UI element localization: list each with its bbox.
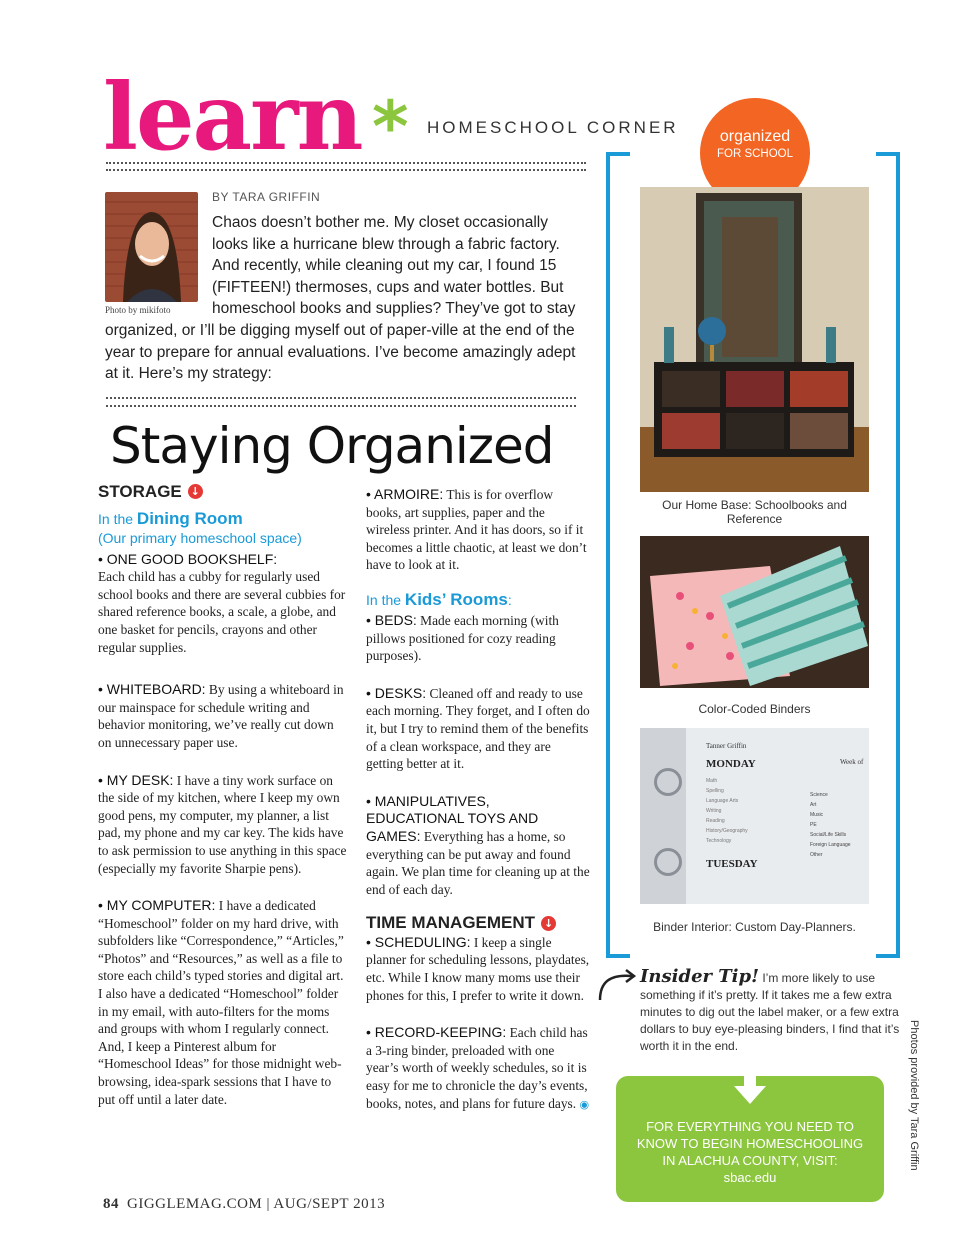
- column-right: [366, 486, 590, 1113]
- storage-heading: STORAGE ↓: [98, 483, 348, 501]
- list-item: • MANIPULATIVES, EDUCATIONAL TOYS AND GAMES: Everything has a home, so everything can be put away and found again. We plan time for cleaning up at the end of each day.: [366, 792, 590, 897]
- list-item: • BEDS: Made each morning (with pillows positioned for cozy reading purposes).: [366, 611, 559, 664]
- section-label: HOMESCHOOL CORNER: [427, 118, 679, 137]
- end-mark-icon: ◉: [579, 1097, 590, 1111]
- room-heading: In the Dining Room: [98, 508, 243, 528]
- room-heading: In the Kids’ Rooms:: [366, 589, 512, 609]
- section-title-learn: learn: [103, 63, 362, 171]
- list-item: • ONE GOOD BOOKSHELF: Each child has a cubby for regularly used school books and there are several cubbies for shared reference books, a scale, a globe, and one basket for pencils, crayons and other regular supplies.: [98, 550, 346, 655]
- page-footer: [103, 1196, 385, 1213]
- footer-text: GIGGLEMAG.COM | AUG/SEPT 2013: [127, 1196, 386, 1212]
- photo-caption: Our Home Base: Schoolbooks and Reference: [662, 498, 847, 526]
- column-left: [98, 483, 348, 1108]
- divider: [106, 169, 586, 171]
- photo-caption: Binder Interior: Custom Day-Planners.: [653, 920, 856, 934]
- arrow-down-icon: [730, 1070, 770, 1106]
- binder-interior-photo: Tanner Griffin Week of MONDAY TUESDAY Math Spelling Language Arts Writing Reading History/Geography Technology Science Art Music PE Social/Life Skills Foreign Language Other: [640, 728, 869, 904]
- photo-caption: Color-Coded Binders: [698, 702, 811, 716]
- photo-credit: Photo by mikifoto: [105, 305, 171, 315]
- time-management-heading: TIME MANAGEMENT ↓: [366, 914, 590, 932]
- callout-text: FOR EVERYTHING YOU NEED TO KNOW TO BEGIN HOMESCHOOLING IN ALACHUA COUNTY, VISIT:: [636, 1119, 864, 1168]
- room-note: (Our primary homeschool space): [98, 529, 302, 546]
- asterisk-icon: *: [372, 86, 409, 168]
- organized-badge: organized FOR SCHOOL: [700, 98, 810, 208]
- photos-credit: Photos provided by Tara Griffin: [908, 1020, 920, 1171]
- divider: [106, 397, 576, 399]
- callout-url[interactable]: sbac.edu: [723, 1170, 777, 1185]
- tip-title: Insider Tip!: [640, 966, 759, 987]
- tip-text: I’m more likely to use something if it’s pretty. If it takes me a few extra minutes to dig out the label maker, or a few extra dollars to buy eye-pleasing binders, I find that it’s worth it in the end.: [640, 971, 900, 1053]
- list-item: • SCHEDULING: I keep a single planner for scheduling lessons, playdates, etc. While I know many moms use their phones for this, I prefer to write it down.: [366, 933, 590, 1003]
- intro-paragraph: [105, 212, 580, 385]
- divider: [106, 405, 576, 407]
- bookshelf-photo: [640, 187, 869, 492]
- insider-tip: [600, 968, 900, 1055]
- list-item: • MY DESK: I have a tiny work surface on the side of my kitchen, where I keep my own good pens, my computer, my planner, a list pad, my phone and my car key. The kids have to ask permission to use anything in this space (especially my favorite Sharpie pens).: [98, 771, 347, 876]
- sidebar-bracket-right: [876, 152, 900, 958]
- list-item: • MY COMPUTER: I have a dedicated “Homeschool” folder on my hard drive, with subfolders like “Correspondence,” “Articles,” “Photos” and “Resources,” as well as a file to store each child’s typed stories and digital art. I also have a dedicated “Homeschool” folder in my email, with auto-filters for the moms and groups with whom I regularly connect. And, I keep a Pinterest album for “Homeschool Ideas” for those midnight web-browsing, idea-spark sessions that I have to put off until a later date.: [98, 897, 344, 1107]
- arrow-down-icon: ↓: [188, 484, 203, 499]
- article-title: Staying Organized: [110, 417, 554, 475]
- divider: [106, 162, 586, 164]
- list-item: • ARMOIRE: This is for overflow books, art supplies, paper and the wireless printer. And it has doors, so if it becomes a little chaotic, at least we don’t have to look at it.: [366, 486, 587, 573]
- intro-text: Chaos doesn’t bother me. My closet occasionally looks like a hurricane blew through a fabric factory. And recently, while cleaning out my car, I found 15 (FIFTEEN!) thermoses, cups and water bottles. But homeschool books and supplies? They’ve got to stay organized, or I’ll be digging myself out of paper-ville at the end of the year to prepare for annual evaluations. I’ve become amazingly adept at it. Here’s my strategy:: [105, 214, 576, 383]
- sidebar-bracket-left: [606, 152, 630, 958]
- page-number: 84: [103, 1196, 119, 1212]
- list-item: • DESKS: Cleaned off and ready to use each morning. They forget, and I often do it, but I try to remind them of the benefits of a clean workspace, and they are getting better at it.: [366, 684, 590, 772]
- list-item: • WHITEBOARD: By using a whiteboard in our mainspace for schedule writing and behavior monitoring, we’ve really cut down on unnecessary paper use.: [98, 681, 344, 750]
- arrow-down-icon: ↓: [541, 916, 556, 931]
- list-item: • RECORD-KEEPING: Each child has a 3-ring binder, preloaded with one year’s worth of weekly schedules, so it is easy for me to chronicle the day’s events, books, notes, and plans for future days. ◉: [366, 1024, 590, 1111]
- resource-callout: [616, 1076, 884, 1202]
- binders-photo: [640, 536, 869, 688]
- byline: BY TARA GRIFFIN: [212, 190, 321, 204]
